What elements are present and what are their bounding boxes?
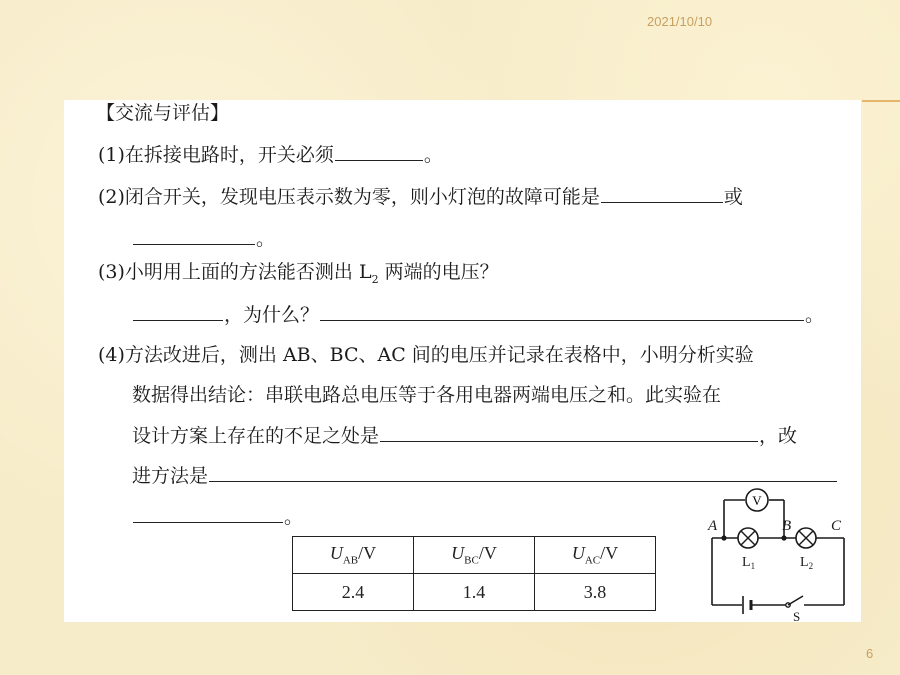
q4-line4-text: 进方法是 [132, 465, 209, 487]
q3-why: ，为什么？ [224, 304, 320, 326]
q3-blank-2[interactable] [320, 302, 804, 321]
label-l2: $L_2$ [800, 555, 814, 571]
q4-blank-2[interactable] [209, 463, 837, 482]
question-1 [98, 142, 443, 167]
q2-blank-1[interactable] [601, 184, 723, 203]
node-b-dot [781, 535, 786, 540]
svg-text:V: V [752, 493, 762, 508]
value-uab: 2.4 [293, 574, 414, 611]
accent-line [862, 100, 900, 102]
q3-end: 。 [805, 304, 825, 326]
question-3-cont [132, 302, 824, 327]
q3-text-a: (3)小明用上面的方法能否测出 L [98, 261, 372, 283]
q4-line3-text: 设计方案上存在的不足之处是 [132, 425, 380, 447]
date-stamp: 2021/10/10 [647, 14, 713, 29]
q1-end: 。 [423, 144, 443, 166]
question-4-line-1: (4)方法改进后，测出 AB、BC、AC 间的电压并记录在表格中，小明分析实验 [98, 344, 754, 366]
value-ubc: 1.4 [414, 574, 535, 611]
circuit-diagram [700, 482, 860, 622]
label-l1: $L_1$ [742, 555, 756, 571]
lamp-l2-icon [796, 528, 816, 548]
value-uac: 3.8 [535, 574, 656, 611]
label-a: A [708, 518, 718, 534]
q2-text: (2)闭合开关，发现电压表示数为零，则小灯泡的故障可能是 [98, 186, 600, 208]
label-s: S [793, 609, 801, 622]
label-c: C [831, 518, 842, 534]
question-3 [98, 260, 499, 292]
page-number: 6 [866, 646, 874, 661]
q4-end: 。 [284, 506, 304, 528]
question-4-line-2: 数据得出结论：串联电路总电压等于各用电器两端电压之和。此实验在 [132, 384, 722, 406]
q3-sub: 2 [371, 272, 379, 286]
q1-blank[interactable] [335, 142, 423, 161]
q2-end: 。 [256, 228, 276, 250]
table-row [293, 574, 656, 611]
question-4-line-5 [132, 504, 303, 529]
table-header-row [293, 537, 656, 574]
q3-text-b: 两端的电压？ [378, 261, 499, 283]
question-2 [98, 184, 743, 209]
lamp-l1-icon [738, 528, 758, 548]
q4-blank-1[interactable] [380, 423, 758, 442]
question-2-cont [132, 226, 275, 251]
q3-blank-1[interactable] [133, 302, 223, 321]
header-uac: $U_{AC}/V$ [535, 537, 656, 574]
header-ubc: $U_{BC}/V$ [414, 537, 535, 574]
q4-line3-end: ，改 [759, 425, 798, 447]
q2-or: 或 [723, 186, 743, 208]
voltmeter-icon [746, 489, 768, 511]
switch-icon [786, 596, 803, 607]
node-a-dot [721, 535, 726, 540]
q1-text: (1)在拆接电路时，开关必须 [98, 144, 334, 166]
q4-blank-3[interactable] [133, 504, 283, 523]
battery-icon [743, 596, 751, 614]
question-4-line-3 [132, 423, 797, 448]
q2-blank-2[interactable] [133, 226, 255, 245]
header-uab: $U_{AB}/V$ [293, 537, 414, 574]
label-b: B [782, 518, 792, 534]
voltage-table [292, 536, 656, 611]
section-title: 【交流与评估】 [96, 102, 230, 124]
